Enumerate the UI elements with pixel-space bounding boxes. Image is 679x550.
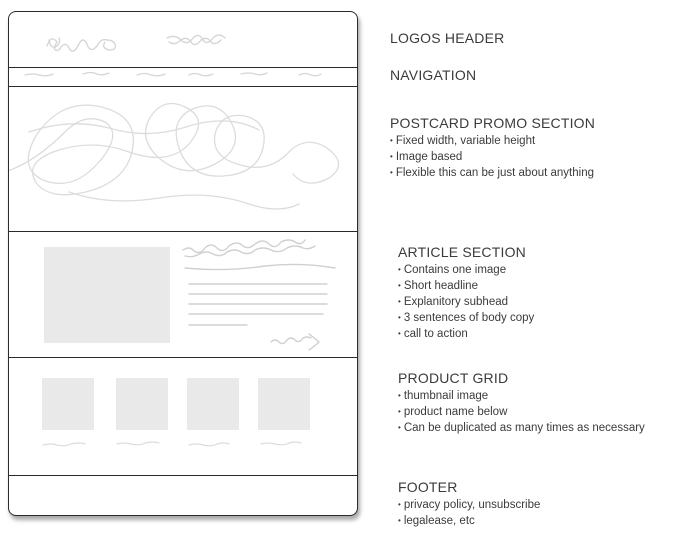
note-title: LOGOS HEADER bbox=[390, 30, 505, 46]
note-bullet: • 3 sentences of body copy bbox=[398, 312, 535, 324]
article-image-placeholder bbox=[44, 247, 170, 343]
note-navigation bbox=[390, 67, 476, 83]
note-bullet: • product name below bbox=[398, 406, 508, 418]
note-title: PRODUCT GRID bbox=[398, 370, 509, 386]
note-bullet: • Can be duplicated as many times as necessary bbox=[398, 422, 645, 434]
divider-header-nav bbox=[9, 67, 357, 68]
note-footer bbox=[398, 479, 540, 529]
note-bullet: • thumbnail image bbox=[398, 390, 489, 402]
note-title: ARTICLE SECTION bbox=[398, 244, 526, 260]
note-bullet: • Explanitory subhead bbox=[398, 296, 509, 308]
divider-grid-footer bbox=[9, 475, 357, 476]
note-title: NAVIGATION bbox=[390, 67, 477, 83]
email-wireframe bbox=[8, 11, 358, 516]
product-thumbnail bbox=[116, 378, 168, 430]
product-thumbnail bbox=[187, 378, 239, 430]
product-thumbnail bbox=[42, 378, 94, 430]
divider-nav-promo bbox=[9, 86, 357, 87]
note-bullet: • Image based bbox=[390, 151, 463, 163]
note-bullet: • Flexible this can be just about anything bbox=[390, 167, 594, 179]
note-article-section bbox=[398, 244, 534, 342]
note-bullet: • legalease, etc bbox=[398, 515, 475, 527]
note-postcard-promo bbox=[390, 115, 595, 181]
note-bullet: • call to action bbox=[398, 328, 468, 340]
product-thumbnail bbox=[258, 378, 310, 430]
divider-article-grid bbox=[9, 357, 357, 358]
divider-promo-article bbox=[9, 231, 357, 232]
note-bullet: • privacy policy, unsubscribe bbox=[398, 499, 541, 511]
note-title: POSTCARD PROMO SECTION bbox=[390, 115, 596, 131]
note-title: FOOTER bbox=[398, 479, 458, 495]
note-bullet: • Fixed width, variable height bbox=[390, 135, 536, 147]
note-logos-header bbox=[390, 30, 504, 46]
note-product-grid bbox=[398, 370, 645, 436]
note-bullet: • Contains one image bbox=[398, 264, 507, 276]
note-bullet: • Short headline bbox=[398, 280, 478, 292]
